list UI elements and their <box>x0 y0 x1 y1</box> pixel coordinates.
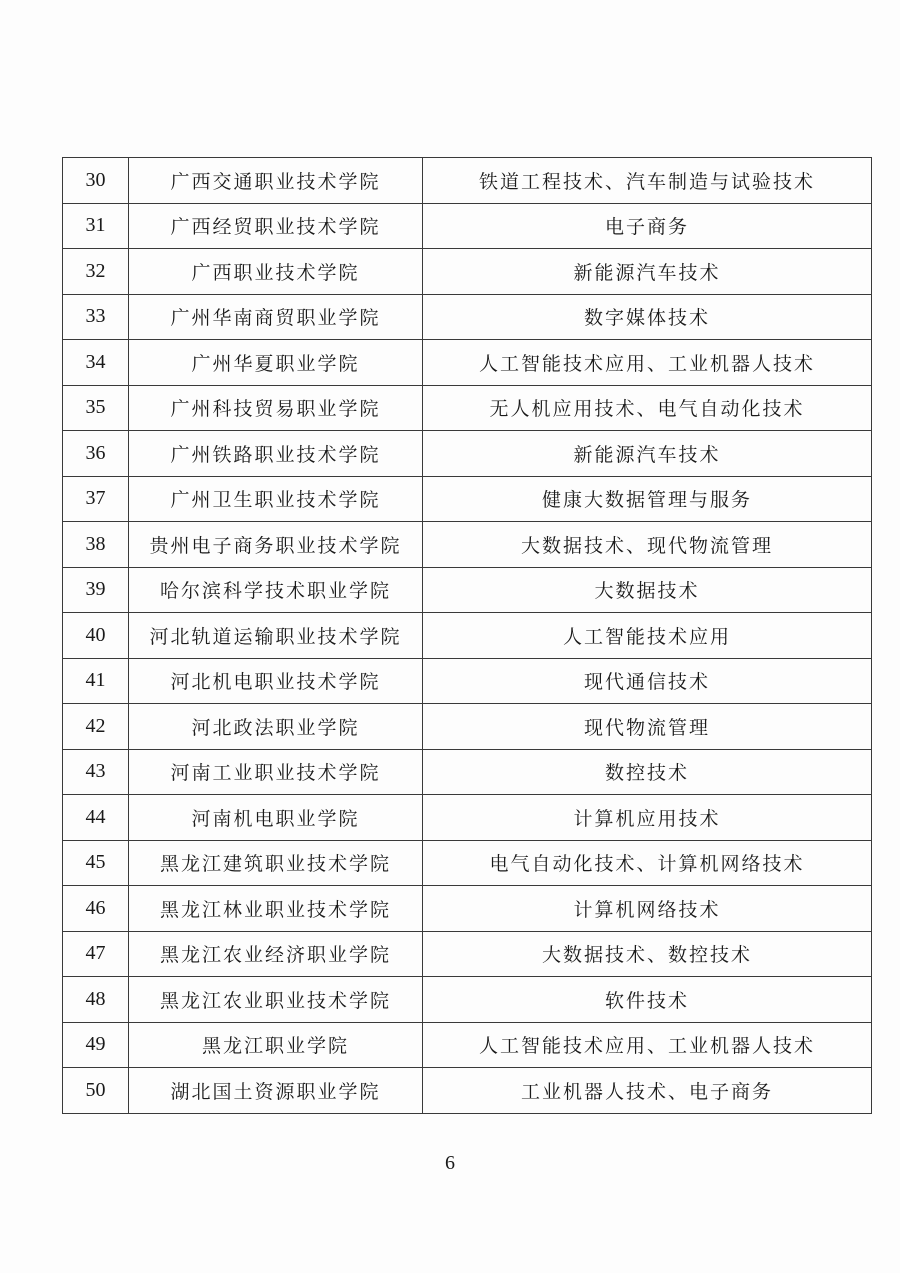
school-name: 黑龙江职业学院 <box>129 1022 423 1068</box>
school-name: 河南工业职业技术学院 <box>129 749 423 795</box>
school-name: 广西经贸职业技术学院 <box>129 203 423 249</box>
table-row <box>63 158 872 204</box>
row-number: 31 <box>63 203 129 249</box>
row-number: 30 <box>63 158 129 204</box>
major-name: 健康大数据管理与服务 <box>423 476 872 522</box>
table-row <box>63 340 872 386</box>
major-name: 大数据技术 <box>423 567 872 613</box>
school-name: 贵州电子商务职业技术学院 <box>129 522 423 568</box>
table-row <box>63 567 872 613</box>
row-number: 48 <box>63 977 129 1023</box>
table-row <box>63 795 872 841</box>
school-name: 广州华夏职业学院 <box>129 340 423 386</box>
table-row <box>63 977 872 1023</box>
row-number: 47 <box>63 931 129 977</box>
row-number: 46 <box>63 886 129 932</box>
row-number: 32 <box>63 249 129 295</box>
school-name: 湖北国土资源职业学院 <box>129 1068 423 1114</box>
major-name: 计算机应用技术 <box>423 795 872 841</box>
major-name: 计算机网络技术 <box>423 886 872 932</box>
school-name: 河北政法职业学院 <box>129 704 423 750</box>
row-number: 35 <box>63 385 129 431</box>
school-name: 哈尔滨科学技术职业学院 <box>129 567 423 613</box>
row-number: 44 <box>63 795 129 841</box>
major-name: 软件技术 <box>423 977 872 1023</box>
major-name: 人工智能技术应用 <box>423 613 872 659</box>
school-name: 广州卫生职业技术学院 <box>129 476 423 522</box>
table-row <box>63 294 872 340</box>
school-name: 广州科技贸易职业学院 <box>129 385 423 431</box>
table-row <box>63 203 872 249</box>
table-row <box>63 1022 872 1068</box>
school-name: 黑龙江农业经济职业学院 <box>129 931 423 977</box>
major-name: 大数据技术、数控技术 <box>423 931 872 977</box>
major-name: 人工智能技术应用、工业机器人技术 <box>423 340 872 386</box>
table-row <box>63 431 872 477</box>
row-number: 50 <box>63 1068 129 1114</box>
major-name: 新能源汽车技术 <box>423 431 872 477</box>
major-name: 大数据技术、现代物流管理 <box>423 522 872 568</box>
major-name: 工业机器人技术、电子商务 <box>423 1068 872 1114</box>
major-name: 电气自动化技术、计算机网络技术 <box>423 840 872 886</box>
table-row <box>63 476 872 522</box>
row-number: 41 <box>63 658 129 704</box>
major-name: 电子商务 <box>423 203 872 249</box>
table-row <box>63 249 872 295</box>
table-row <box>63 613 872 659</box>
school-name: 河北轨道运输职业技术学院 <box>129 613 423 659</box>
row-number: 42 <box>63 704 129 750</box>
school-name: 河南机电职业学院 <box>129 795 423 841</box>
school-major-table <box>62 157 872 1114</box>
row-number: 36 <box>63 431 129 477</box>
row-number: 37 <box>63 476 129 522</box>
table-row <box>63 749 872 795</box>
row-number: 43 <box>63 749 129 795</box>
school-name: 广州铁路职业技术学院 <box>129 431 423 477</box>
row-number: 39 <box>63 567 129 613</box>
school-name: 广州华南商贸职业学院 <box>129 294 423 340</box>
row-number: 33 <box>63 294 129 340</box>
table-row <box>63 522 872 568</box>
row-number: 38 <box>63 522 129 568</box>
school-name: 河北机电职业技术学院 <box>129 658 423 704</box>
table-body <box>63 158 872 1114</box>
table-row <box>63 840 872 886</box>
major-name: 新能源汽车技术 <box>423 249 872 295</box>
row-number: 40 <box>63 613 129 659</box>
major-name: 数字媒体技术 <box>423 294 872 340</box>
table-row <box>63 931 872 977</box>
table-row <box>63 704 872 750</box>
school-name: 黑龙江建筑职业技术学院 <box>129 840 423 886</box>
school-name: 广西交通职业技术学院 <box>129 158 423 204</box>
table-row <box>63 385 872 431</box>
major-name: 现代通信技术 <box>423 658 872 704</box>
school-name: 广西职业技术学院 <box>129 249 423 295</box>
table-row <box>63 658 872 704</box>
major-name: 铁道工程技术、汽车制造与试验技术 <box>423 158 872 204</box>
row-number: 49 <box>63 1022 129 1068</box>
row-number: 34 <box>63 340 129 386</box>
major-name: 现代物流管理 <box>423 704 872 750</box>
school-name: 黑龙江林业职业技术学院 <box>129 886 423 932</box>
table-row <box>63 886 872 932</box>
page-number: 6 <box>445 1152 455 1174</box>
school-name: 黑龙江农业职业技术学院 <box>129 977 423 1023</box>
table-row <box>63 1068 872 1114</box>
major-name: 人工智能技术应用、工业机器人技术 <box>423 1022 872 1068</box>
row-number: 45 <box>63 840 129 886</box>
major-name: 数控技术 <box>423 749 872 795</box>
major-name: 无人机应用技术、电气自动化技术 <box>423 385 872 431</box>
